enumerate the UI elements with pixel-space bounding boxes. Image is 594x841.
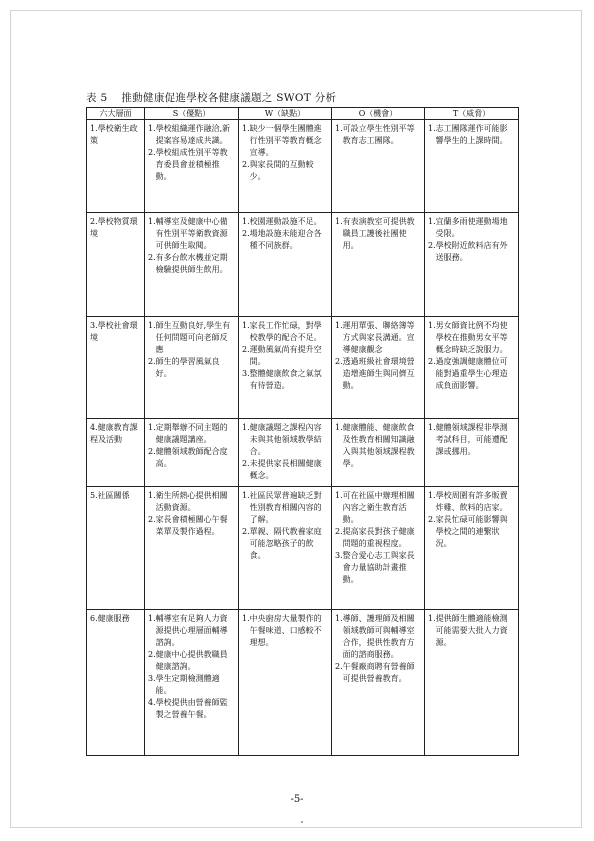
header-opportunities: O（機會） [332,108,425,120]
item-text: 學校組成性別平等教育委員會並積極推動。 [155,148,228,181]
list-item [148,673,235,697]
item-number: 1. [148,217,156,226]
item-text: 學生定期檢測體適能。 [155,674,220,695]
list-item [148,446,235,470]
item-number: 1. [242,217,250,226]
header-category: 六大層面 [87,108,145,120]
item-number: 1. [428,217,436,226]
strengths-cell [145,213,239,317]
item-number: 1. [335,321,343,330]
table-caption [86,90,336,105]
item-number: 2. [242,527,250,536]
weaknesses-cell [239,419,332,487]
category-cell: 4.健康教育課程及活動 [87,419,145,487]
list-item [428,613,515,649]
item-number: 2. [335,527,343,536]
item-text: 定期舉辦不同主題的健康議題講座。 [155,423,228,444]
item-text: 整合愛心志工與家長會力量協助計畫推動。 [342,551,415,584]
list-item [428,123,515,147]
swot-table [86,107,519,756]
list-item [335,490,421,526]
list-item [242,490,328,526]
item-number: 4. [148,698,156,707]
item-text: 可在社區中辦理相關內容之衛生教育活動。 [342,491,415,524]
list-item [148,514,235,538]
list-item [428,514,515,550]
opportunities-cell [332,120,425,213]
header-strengths: S（優點） [145,108,239,120]
item-text: 提供師生體適能檢測可能需要大批人力資源。 [435,614,508,647]
item-text: 師生互動良好,學生有任何問題可向老師反應 [155,321,231,354]
list-item [242,458,328,482]
item-number: 3. [242,369,250,378]
item-text: 可設立學生性別平等教育志工團隊。 [342,124,415,145]
threats-cell [425,487,519,610]
item-number: 2. [242,459,250,468]
item-text: 整體健康飲食之氣氛有待營造。 [249,369,322,390]
item-text: 有表演教室可提供教職員工護後社團使用。 [342,217,415,250]
item-text: 健體領域教師配合度高。 [155,447,228,468]
list-item [335,216,421,252]
opportunities-cell [332,487,425,610]
item-text: 健康議題之課程內容未與其他領域教學結合。 [249,423,322,456]
item-number: 2. [428,241,436,250]
list-item [148,123,235,147]
item-text: 校園運動設施不足。 [249,217,322,226]
item-text: 過度強調健康體位可能對過重學生心理造成負面影響。 [435,357,508,390]
threats-cell [425,120,519,213]
item-text: 中央廚房大量製作的午餐味道、口感較不理想。 [249,614,322,647]
table-row [87,419,519,487]
item-text: 單親、隔代教養家庭可能忽略孩子的飲食。 [249,527,322,560]
item-text: 導師、護理師及相關領域教師可與輔導室合作，提供性教育方面的諮商服務。 [342,614,415,659]
item-text: 健體領域課程非學測考試科目，可能遭配課或挪用。 [435,423,508,456]
item-number: 2. [148,515,156,524]
item-text: 輔導室有足夠人力資源提供心理層面輔導諮詢。 [155,614,228,647]
threats-cell [425,317,519,419]
strengths-cell [145,610,239,756]
item-number: 1. [148,491,156,500]
item-text: 家長工作忙碌，對學校教學的配合不足。 [249,321,322,342]
list-item [335,613,421,661]
item-number: 1. [148,614,156,623]
list-item [242,526,328,562]
list-item [335,526,421,550]
list-item [335,320,421,356]
item-number: 2. [148,650,156,659]
item-number: 1. [242,614,250,623]
item-number: 1. [242,321,250,330]
item-number: 2. [148,253,156,262]
table-row [87,317,519,419]
item-text: 場地設施未能迎合各種不同族群。 [249,229,322,250]
weaknesses-cell [239,213,332,317]
list-item [242,613,328,649]
item-number: 1. [148,423,156,432]
item-text: 健康體能、健康飲食及性教育相關知識融入與其他領域課程教學。 [342,423,415,468]
item-text: 家長忙碌可能影響與學校之間的連繫狀況。 [435,515,508,548]
list-item [148,490,235,514]
item-number: 2. [428,357,436,366]
weaknesses-cell [239,487,332,610]
list-item [148,649,235,673]
list-item [335,422,421,470]
item-number: 1. [335,423,343,432]
table-row [87,120,519,213]
item-text: 志工團隊運作可能影響學生的上課時間。 [435,124,508,145]
list-item [242,422,328,458]
table-caption-title: 推動健康促進學校各健康議題之 SWOT 分析 [121,92,337,104]
list-item [148,356,235,380]
item-number: 1. [335,124,343,133]
list-item [428,490,515,514]
list-item [335,356,421,392]
opportunities-cell [332,610,425,756]
item-number: 1. [335,491,343,500]
item-number: 2. [148,447,156,456]
item-number: 2. [148,357,156,366]
item-text: 與家長間的互動較少。 [249,160,314,181]
list-item [148,320,235,356]
opportunities-cell [332,419,425,487]
strengths-cell [145,120,239,213]
list-item [428,240,515,264]
item-text: 提高家長對孩子健康問題的重視程度。 [342,527,415,548]
item-number: 1. [428,423,436,432]
list-item [428,356,515,392]
item-number: 1. [428,491,436,500]
list-item [242,159,328,183]
item-number: 1. [428,321,436,330]
item-number: 3. [335,551,343,560]
item-text: 學校組織運作融洽,新提案容易達成共識。 [155,124,231,145]
category-cell: 2.學校物質環境 [87,213,145,317]
list-item [148,613,235,649]
item-number: 1. [148,124,156,133]
item-number: 1. [242,491,250,500]
table-row [87,213,519,317]
list-item [335,550,421,586]
list-item [428,216,515,240]
category-cell: 5.社區關係 [87,487,145,610]
threats-cell [425,610,519,756]
item-text: 透過班級社會環境營造增進師生與同儕互動。 [342,357,415,390]
item-number: 2. [242,229,250,238]
item-text: 學校周圍有許多販賣炸雞、飲料的店家。 [435,491,508,512]
item-number: 1. [335,217,343,226]
strengths-cell [145,317,239,419]
scan-speck [301,821,303,823]
list-item [242,344,328,368]
list-item [428,320,515,356]
strengths-cell [145,487,239,610]
item-number: 1. [242,124,250,133]
list-item [242,216,328,228]
opportunities-cell [332,317,425,419]
item-text: 師生的學習風氣良好。 [155,357,220,378]
list-item [335,661,421,685]
opportunities-cell [332,213,425,317]
page-number: -5- [290,794,304,805]
header-weaknesses: W（缺點） [239,108,332,120]
item-text: 家長會積極關心午餐菜單及製作過程。 [155,515,228,536]
list-item [148,697,235,721]
item-text: 缺少一個學生團體進行性別平等教育概念宣導。 [249,124,322,157]
item-number: 2. [335,357,343,366]
item-text: 學校附近飲料店有外送服務。 [435,241,508,262]
list-item [242,228,328,252]
category-cell: 6.健康服務 [87,610,145,756]
list-item [335,123,421,147]
weaknesses-cell [239,610,332,756]
item-number: 2. [428,515,436,524]
item-text: 健康中心提供教職員健康諮詢。 [155,650,228,671]
threats-cell [425,213,519,317]
list-item [148,252,235,276]
item-text: 學校提供由營養師監製之營養午餐。 [155,698,228,719]
strengths-cell [145,419,239,487]
list-item [148,422,235,446]
item-number: 1. [428,614,436,623]
threats-cell [425,419,519,487]
table-header-row [87,108,519,120]
category-cell: 1.學校衛生政策 [87,120,145,213]
list-item [428,422,515,458]
list-item [242,368,328,392]
item-number: 2. [335,662,343,671]
item-text: 有多台飲水機並定期檢驗提供師生飲用。 [155,253,228,274]
weaknesses-cell [239,120,332,213]
item-text: 午餐廠商聘有營養師可提供營養教育。 [342,662,415,683]
item-number: 1. [242,423,250,432]
item-number: 2. [148,148,156,157]
table-row [87,487,519,610]
item-text: 運用單張、聯絡簿等方式與家長溝通。宣導健康觀念 [342,321,415,354]
item-number: 2. [242,345,250,354]
list-item [242,123,328,159]
item-text: 衛生所熱心提供相關活動資源。 [155,491,228,512]
category-cell: 3.學校社會環境 [87,317,145,419]
item-text: 宜蘭多雨使運動場地受限。 [435,217,508,238]
item-number: 1. [428,124,436,133]
item-text: 未提供家長相關健康概念。 [249,459,322,480]
weaknesses-cell [239,317,332,419]
list-item [148,216,235,252]
item-text: 輔導室及健康中心備有性別平等衛教資源可供師生取閱。 [155,217,228,250]
item-text: 男女師資比例不均使學校在推動男女平等概念時缺乏說服力。 [435,321,508,354]
table-caption-label: 表 5 [86,92,108,104]
item-number: 2. [242,160,250,169]
item-number: 3. [148,674,156,683]
item-number: 1. [335,614,343,623]
table-row [87,610,519,756]
list-item [148,147,235,183]
header-threats: T（威脅） [425,108,519,120]
item-text: 社區民眾普遍缺乏對性別教育相關內容的了解。 [249,491,322,524]
list-item [242,320,328,344]
item-text: 運動風氣尚有提升空間。 [249,345,322,366]
item-number: 1. [148,321,156,330]
